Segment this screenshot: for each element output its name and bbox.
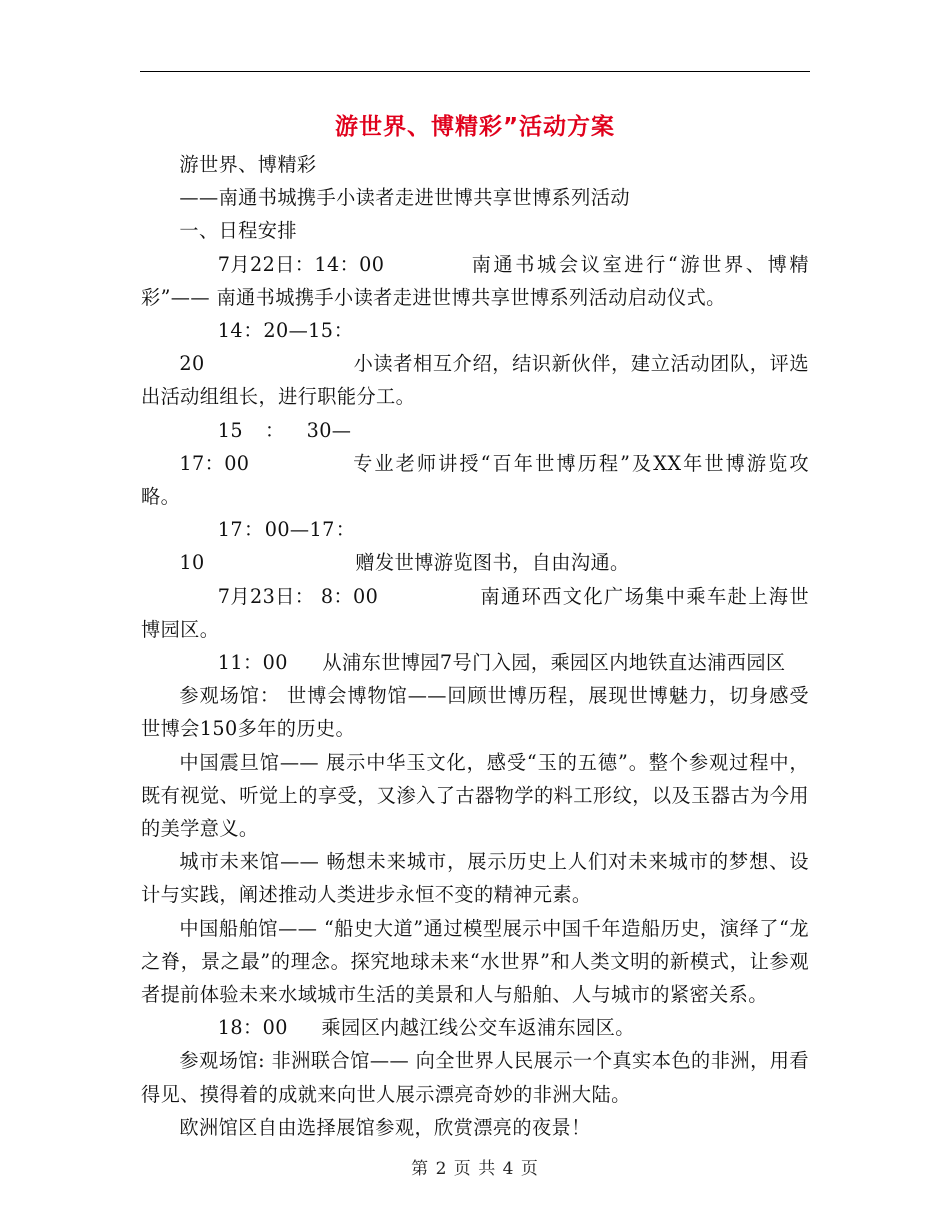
schedule-time: 15：30—17：00	[179, 418, 352, 475]
schedule-text: 专业老师讲授“百年世博历程”及XX年世博游览攻略。	[141, 451, 809, 509]
document-body	[141, 148, 809, 1144]
schedule-text: 小读者相互介绍，结识新伙伴，建立活动团队，评选出活动组组长，进行职能分工。	[141, 352, 809, 409]
schedule-time: 11：00	[217, 651, 288, 675]
paragraph-zhendan: 中国震旦馆—— 展示中华玉文化，感受“玉的五德”。整个参观过程中，既有视觉、听觉上的享受，又渗入了古器物学的料工形纹，以及玉器古为今用的美学意义。	[141, 750, 809, 841]
schedule-item	[141, 248, 809, 314]
paragraph-ship: 中国船舶馆—— “船史大道”通过模型展示中国千年造船历史，演绎了“龙之脊，景之最”的理念。探究地球未来“水世界”和人类文明的新模式，让参观者提前体验未来水域城市生活的美景和人与船舶、人与城市的紧密关系。	[141, 916, 809, 1007]
section-heading-schedule: 一、日程安排	[179, 219, 297, 243]
paragraph-subtitle: ——南通书城携手小读者走进世博共享世博系列活动	[179, 186, 630, 210]
paragraph-museum: 参观场馆： 世博会博物馆——回顾世博历程，展现世博魅力，切身感受世博会150多年的历史。	[141, 684, 809, 741]
schedule-time: 7月22日：14：00	[217, 252, 385, 276]
schedule-text: 从浦东世博园7号门入园，乘园区内地铁直达浦西园区	[322, 651, 786, 675]
document-title: 游世界、博精彩”活动方案	[334, 114, 616, 140]
schedule-time: 7月23日： 8：00	[217, 584, 379, 608]
schedule-text: 赠发世博游览图书，自由沟通。	[355, 551, 630, 575]
paragraph-europe: 欧洲馆区自由选择展馆参观，欣赏漂亮的夜景！	[179, 1115, 591, 1139]
schedule-time: 14：20—15：20	[179, 319, 354, 376]
schedule-item	[141, 646, 809, 679]
schedule-item	[141, 1011, 809, 1044]
schedule-item	[141, 513, 809, 579]
page-footer: 第 2 页 共 4 页	[411, 1159, 539, 1179]
schedule-item	[141, 580, 809, 646]
schedule-text: 南通书城会议室进行“游世界、博精彩”—— 南通书城携手小读者走进世博共享世博系列活动启动仪式。	[141, 252, 809, 309]
schedule-item	[141, 314, 809, 414]
paragraph-heading: 游世界、博精彩	[179, 153, 317, 176]
schedule-time: 17：00—17：10	[179, 518, 356, 575]
schedule-item	[141, 414, 809, 514]
header-rule	[140, 71, 810, 72]
schedule-time: 18：00	[217, 1016, 288, 1040]
paragraph-future-city: 城市未来馆—— 畅想未来城市，展示历史上人们对未来城市的梦想、设计与实践，阐述推动人类进步永恒不变的精神元素。	[141, 850, 809, 907]
paragraph-africa: 参观场馆: 非洲联合馆—— 向全世界人民展示一个真实本色的非洲，用看得见、摸得着的成就来向世人展示漂亮奇妙的非洲大陆。	[141, 1049, 809, 1106]
schedule-text: 乘园区内越江线公交车返浦东园区。	[321, 1016, 635, 1040]
schedule-text: 南通环西文化广场集中乘车赴上海世博园区。	[141, 584, 809, 641]
